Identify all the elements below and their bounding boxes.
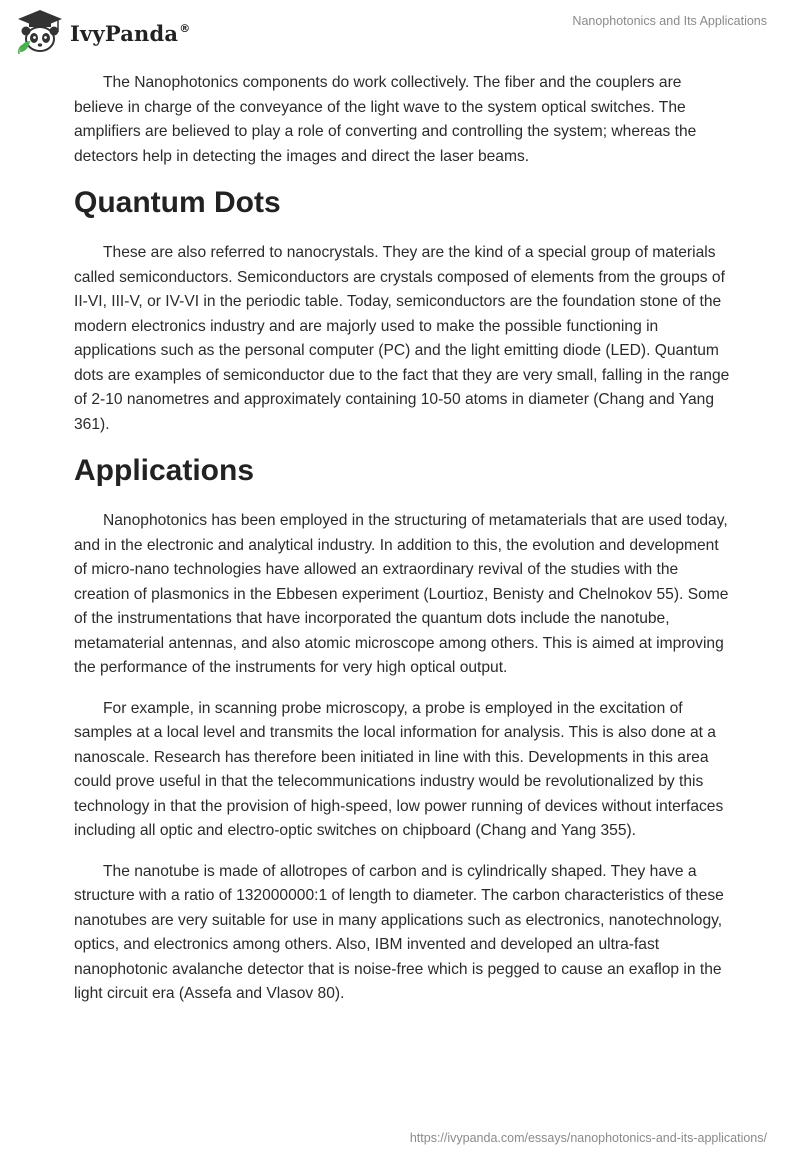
paragraph-components: The Nanophotonics components do work collectively. The fiber and the couplers are believe in charge of the conveyance of the light wave to the system optical switches. The amplifiers are believed to play a role of converting and controlling the system; whereas the detectors help in detecting the images and direct the laser beams.: [74, 74, 697, 165]
paragraph-probe-microscopy: For example, in scanning probe microscopy, a probe is employed in the excitation of samples at a local level and transmits the local information for analysis. This is also done at a nanoscale. Research has therefore been initiated in line with this. Developments in this area could prove useful in that the telecommunications industry would be revolutionalized by this technology in that the provision of high-speed, low power running of devices without interfaces including all optic and electro-optic switches on chipboard (Chang and Yang 355).: [74, 699, 724, 839]
heading-quantum-dots: Quantum Dots: [74, 186, 281, 219]
heading-applications: Applications: [74, 454, 255, 487]
brand-name: [70, 21, 190, 46]
panda-graduate-icon: [14, 8, 66, 56]
paragraph-quantum-dots: These are also referred to nanocrystals. They are the kind of a special group of materials called semiconductors. Semiconductors are crystals composed of elements from the groups of II-VI, III-V, or IV-VI in the periodic table. Today, semiconductors are the foundation stone of the modern electronics industry and are majorly used to make the possible functioning in applications such as the personal computer (PC) and the light emitting diode (LED). Quantum dots are examples of semiconductor due to the fact that they are very small, falling in the range of 2-10 nanometres and approximately containing 10-50 atoms in diameter (Chang and Yang 361).: [74, 244, 730, 433]
page-header: [0, 0, 800, 60]
registered-mark: ®: [179, 21, 191, 35]
running-title: Nanophotonics and Its Applications: [572, 14, 767, 28]
essay-body: [74, 71, 730, 1023]
brand-name-text: IvyPanda: [70, 20, 179, 46]
paragraph-nanotube: The nanotube is made of allotropes of carbon and is cylindrically shaped. They have a structure with a ratio of 132000000:1 of length to diameter. The carbon characteristics of these nanotubes are very suitable for use in many applications such as electronics, nanotechnology, optics, and electronics among others. Also, IBM invented and developed an ultra-fast nanophotonic avalanche detector that is noise-free which is pegged to cause an exaflop in the light circuit era (Assefa and Vlasov 80).: [74, 862, 724, 1002]
brand-logo[interactable]: [14, 8, 190, 56]
paragraph-applications-intro: Nanophotonics has been employed in the structuring of metamaterials that are used today, and in the electronic and analytical industry. In addition to this, the evolution and development of micro-nano technologies have allowed an extraordinary revival of the studies with the creation of plasmonics in the Ebbesen experiment (Lourtioz, Benisty and Chelnokov 55). Some of the instrumentations that have incorporated the quantum dots include the nanotube, metamaterial antennas, and also atomic microscope among others. This is aimed at improving the performance of the instruments for very high optical output.: [74, 512, 729, 676]
source-url[interactable]: https://ivypanda.com/essays/nanophotonics-and-its-applications/: [409, 1131, 767, 1145]
